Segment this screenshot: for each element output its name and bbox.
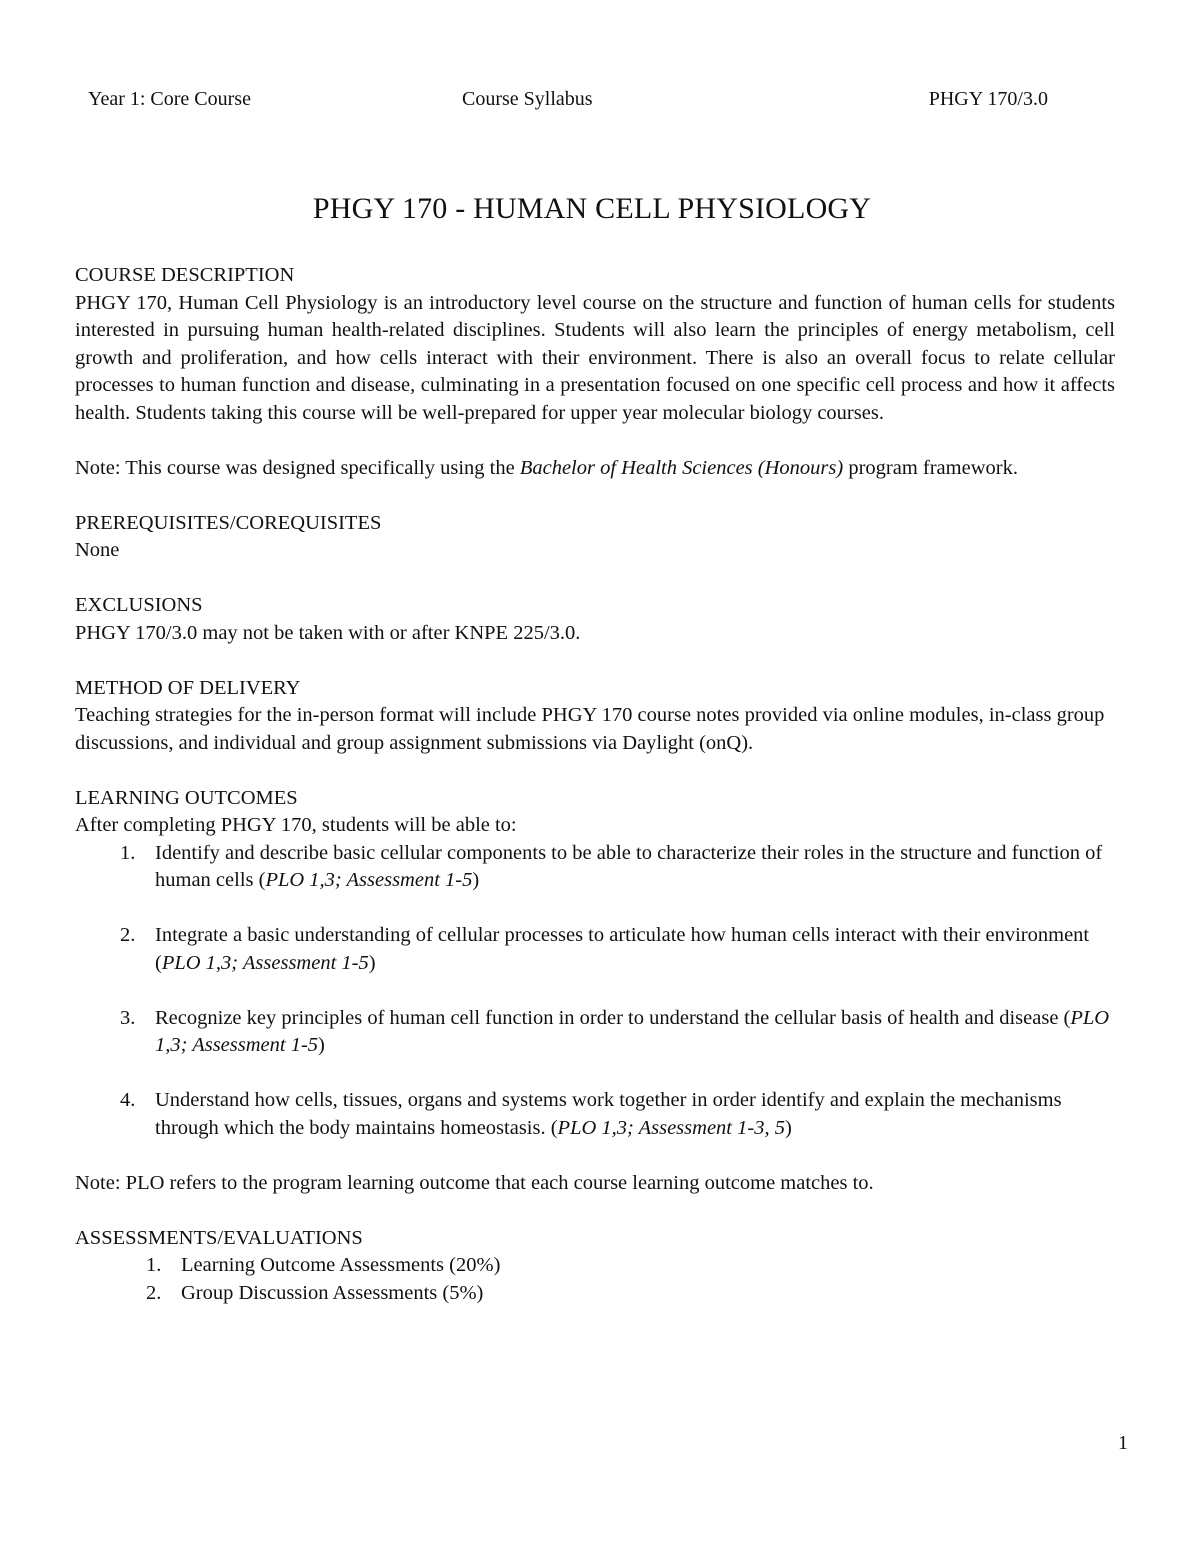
list-item-text: Group Discussion Assessments (5%) bbox=[181, 1281, 484, 1304]
document-body bbox=[75, 262, 1115, 1335]
list-item-close: ) bbox=[318, 1034, 325, 1056]
prerequisites-section bbox=[75, 510, 1115, 565]
list-item-number: 2. bbox=[146, 1281, 162, 1304]
list-item bbox=[146, 1252, 1115, 1280]
exclusions-heading: EXCLUSIONS bbox=[75, 594, 203, 616]
course-note-prefix: Note: This course was designed specifically using the bbox=[75, 456, 520, 479]
course-description-section bbox=[75, 262, 1115, 427]
exclusions-section bbox=[75, 592, 1115, 647]
list-item bbox=[120, 1087, 1115, 1142]
list-item-reference: PLO 1,3; Assessment 1-5 bbox=[155, 1006, 1110, 1056]
plo-note: Note: PLO refers to the program learning outcome that each course learning outcome matches to. bbox=[75, 1171, 874, 1194]
header-left-text: Year 1: Core Course bbox=[88, 88, 251, 110]
course-note bbox=[75, 455, 1115, 483]
assessments-heading: ASSESSMENTS/EVALUATIONS bbox=[75, 1226, 363, 1249]
course-note-suffix: program framework. bbox=[843, 456, 1018, 479]
list-item-number: 3. bbox=[120, 1006, 136, 1029]
learning-outcomes-intro: After completing PHGY 170, students will be able to: bbox=[75, 814, 517, 836]
list-item-text: Learning Outcome Assessments (20%) bbox=[181, 1254, 501, 1276]
learning-outcomes-section bbox=[75, 785, 1115, 1143]
prerequisites-heading: PREREQUISITES/COREQUISITES bbox=[75, 511, 382, 534]
program-name: Bachelor of Health Sciences (Honours) bbox=[519, 456, 844, 479]
list-item-reference: PLO 1,3; Assessment 1-5 bbox=[265, 869, 473, 891]
list-item bbox=[120, 1005, 1115, 1060]
exclusions-text: PHGY 170/3.0 may not be taken with or after KNPE 225/3.0. bbox=[75, 621, 581, 644]
list-item bbox=[120, 922, 1115, 977]
delivery-heading: METHOD OF DELIVERY bbox=[75, 676, 301, 699]
list-item-number: 1. bbox=[120, 841, 136, 864]
header-center-text: Course Syllabus bbox=[462, 88, 593, 110]
list-item-number: 2. bbox=[120, 924, 136, 946]
list-item-reference: PLO 1,3; Assessment 1-3, 5 bbox=[557, 1116, 785, 1139]
course-description-heading: COURSE DESCRIPTION bbox=[75, 264, 295, 286]
list-item-text: Identify and describe basic cellular components to be able to characterize their roles in the structure and function of human cells ( bbox=[155, 841, 1103, 891]
list-item bbox=[146, 1280, 1115, 1308]
list-item-close: ) bbox=[784, 1116, 792, 1139]
document-title: PHGY 170 - HUMAN CELL PHYSIOLOGY bbox=[312, 192, 872, 225]
list-item-text: Understand how cells, tissues, organs and systems work together in order identify and explain the mechanisms through which the body maintains homeostasis. ( bbox=[155, 1089, 1062, 1139]
assessments-list bbox=[75, 1252, 1115, 1307]
page-number: 1 bbox=[1118, 1432, 1128, 1454]
list-item-text: Recognize key principles of human cell function in order to understand the cellular basis of health and disease ( bbox=[155, 1006, 1071, 1029]
delivery-section bbox=[75, 675, 1115, 758]
course-description-text: PHGY 170, Human Cell Physiology is an introductory level course on the structure and function of human cells for students interested in pursuing human health-related disciplines. Students will also learn the principles of energy metabolism, cell growth and proliferation, and how cells interact with their environment. There is also an overall focus to relate cellular processes to human function and disease, culminating in a presentation focused on one specific cell process and how it affects health. Students taking this course will be well-prepared for upper year molecular biology courses. bbox=[75, 291, 1115, 424]
list-item-reference: PLO 1,3; Assessment 1-5 bbox=[161, 951, 369, 974]
list-item-close: ) bbox=[472, 869, 480, 891]
learning-outcomes-list bbox=[75, 840, 1115, 1143]
assessments-section bbox=[75, 1225, 1115, 1308]
running-header bbox=[88, 88, 1048, 114]
list-item-number: 4. bbox=[120, 1089, 136, 1111]
list-item bbox=[120, 840, 1115, 895]
learning-outcomes-heading: LEARNING OUTCOMES bbox=[75, 786, 298, 809]
list-item-text: Integrate a basic understanding of cellular processes to articulate how human cells interact with their environment ( bbox=[155, 924, 1090, 974]
delivery-text: Teaching strategies for the in-person format will include PHGY 170 course notes provided via online modules, in-class group discussions, and individual and group assignment submissions via Daylight (onQ). bbox=[75, 704, 1105, 754]
list-item-number: 1. bbox=[146, 1254, 162, 1276]
list-item-close: ) bbox=[368, 951, 376, 974]
prerequisites-text: None bbox=[75, 539, 120, 561]
header-right-text: PHGY 170/3.0 bbox=[928, 88, 1048, 110]
